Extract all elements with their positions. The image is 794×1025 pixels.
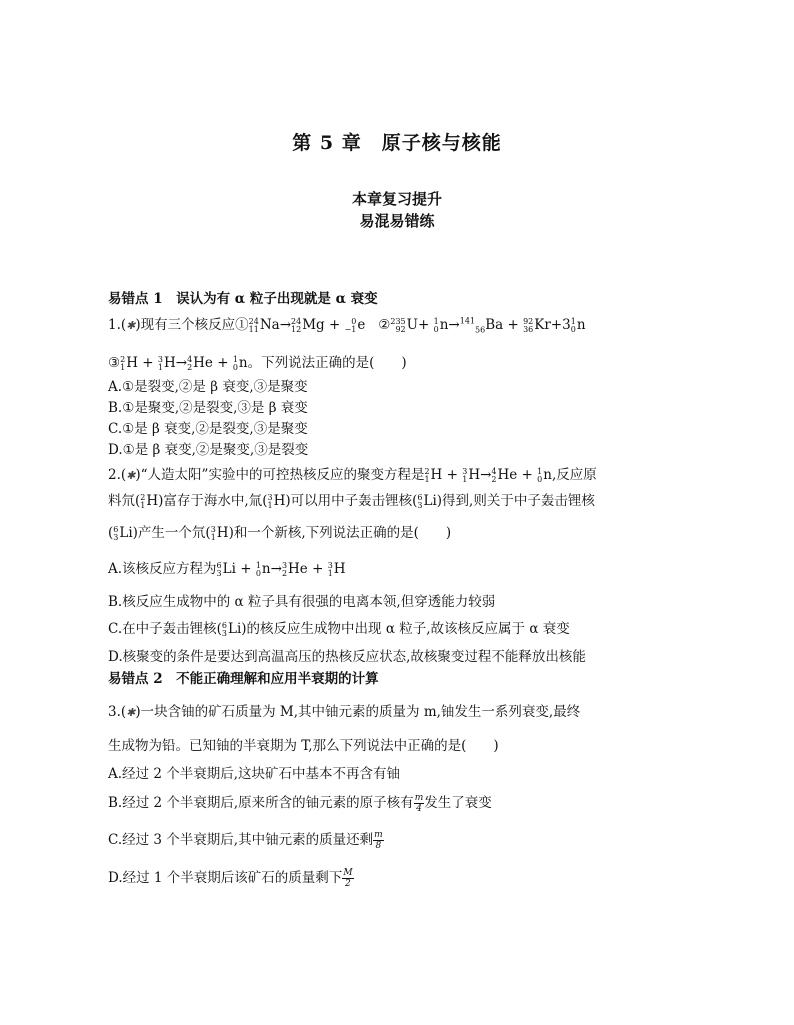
q3-stem-line-2: 生成物为铅。已知铀的半衰期为 T,那么下列说法中正确的是( ) — [108, 738, 499, 754]
chapter-title: 第 5 章 原子核与核能 — [292, 132, 502, 154]
reaction-3: 2 1 H + 3 1 H→ 4 2 He + 1 0 n — [120, 354, 248, 372]
q2-stem-line-1: 2.(✱)“人造太阳”实验中的可控热核反应的聚变方程是 2 1 H + 3 1 H→ 4 2 He + 1 0 n,反应原 — [108, 466, 597, 484]
q1-option-d: D.①是 β 衰变,②是聚变,③是裂变 — [108, 442, 309, 458]
q1-stem-line-2: ③ 2 1 H + 3 1 H→ 4 2 He + 1 0 n。下列说法正确的是( ) — [108, 354, 407, 372]
q1-option-b: B.①是聚变,②是裂变,③是 β 衰变 — [108, 400, 308, 416]
reaction-1: 24 11 Na→ 24 12 Mg + 0 −1 e — [248, 316, 366, 334]
q2-stem-line-3: ( 6 3 Li)产生一个氘( 3 1 H)和一个新核,下列说法正确的是( ) — [108, 524, 452, 542]
q1-option-a: A.①是裂变,②是 β 衰变,③是聚变 — [108, 379, 308, 395]
reaction-2: 235 92 U+ 1 0 n→$^{141}_{56}$Ba + 92 36 Kr+3 1 0 n — [390, 316, 586, 335]
difficulty-mark-icon: ✱ — [126, 319, 136, 332]
fraction-M-over-2: $\frac{M}{2}$ — [343, 868, 353, 889]
section-title: 本章复习提升 — [351, 190, 442, 208]
fraction-m-over-4: $\frac{m}{4}$ — [414, 793, 424, 814]
q1-option-c: C.①是 β 衰变,②是裂变,③是聚变 — [108, 421, 308, 437]
q3-option-d: D.经过 1 个半衰期后该矿石的质量剩下 $\frac{M}{2}$ — [108, 868, 353, 889]
q3-option-a: A.经过 2 个半衰期后,这块矿石中基本不再含有铀 — [108, 766, 401, 782]
fraction-m-over-8: $\frac{m}{8}$ — [374, 830, 383, 851]
q2-option-d: D.核聚变的条件是要达到高温高压的热核反应状态,故核聚变过程不能释放出核能 — [108, 649, 586, 665]
q2-option-b: B.核反应生成物中的 α 粒子具有很强的电离本领,但穿透能力较弱 — [108, 594, 496, 610]
error-point-1-heading: 易错点 1 误认为有 α 粒子出现就是 α 衰变 — [108, 291, 378, 307]
fusion-equation: 2 1 H + 3 1 H→ 4 2 He + 1 0 n — [424, 466, 552, 484]
difficulty-mark-icon: ✱ — [126, 706, 136, 719]
q3-stem-line-1: 3.(✱)一块含铀的矿石质量为 M,其中铀元素的质量为 m,铀发生一系列衰变,最终 — [108, 704, 581, 720]
q2-option-c: C.在中子轰击锂核( 6 3 Li)的核反应生成物中出现 α 粒子,故该核反应属于 α 衰变 — [108, 620, 570, 638]
q2-stem-line-2: 料氘( 2 1 H)富存于海水中,氚( 3 1 H)可以用中子轰击锂核( 6 3 Li)得到,则关于中子轰击锂核 — [108, 492, 595, 510]
q3-option-b: B.经过 2 个半衰期后,原来所含的铀元素的原子核有 $\frac{m}{4}$ 发生了衰变 — [108, 793, 492, 814]
section-subtitle: 易混易错练 — [359, 212, 435, 230]
difficulty-mark-icon: ✱ — [126, 469, 136, 482]
q2-option-a: A.该核反应方程为 6 3 Li + 1 0 n→ 3 2 He + 3 1 H — [108, 560, 346, 578]
q3-option-c: C.经过 3 个半衰期后,其中铀元素的质量还剩 $\frac{m}{8}$ — [108, 830, 383, 851]
error-point-2-heading: 易错点 2 不能正确理解和应用半衰期的计算 — [108, 671, 379, 687]
q1-stem-line-1: 1.(✱)现有三个核反应① 24 11 Na→ 24 12 Mg + 0 −1 e ② 235 92 U+ 1 0 n→$^{141}_{56}$Ba + 92 36 Kr+3 1 0 n — [108, 316, 586, 335]
